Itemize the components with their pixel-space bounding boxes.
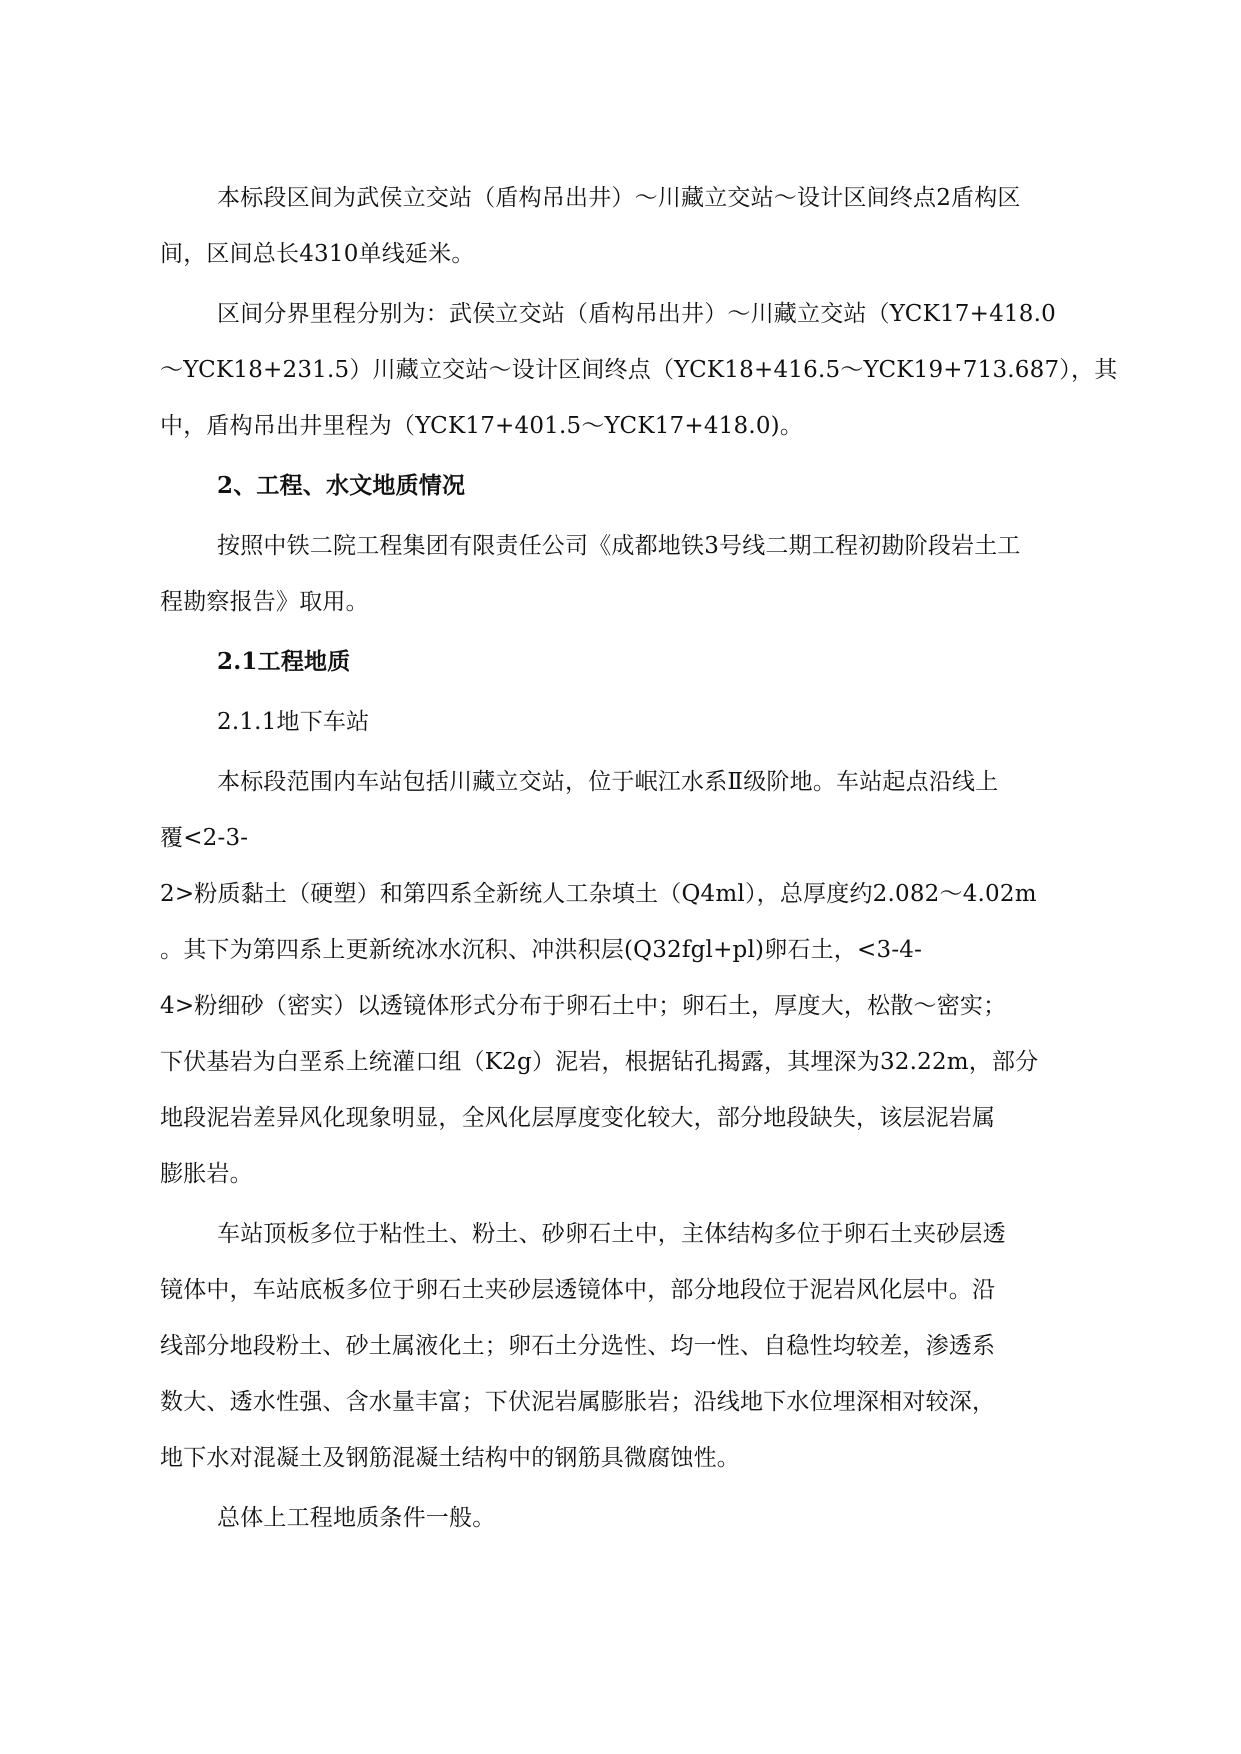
paragraph-line: 覆<2-3- (160, 825, 249, 851)
paragraph-line: 地下水对混凝土及钢筋混凝土结构中的钢筋具微腐蚀性。 (160, 1445, 740, 1471)
paragraph-source (160, 518, 1080, 630)
paragraph-section-scope (160, 170, 1080, 282)
paragraph-line: 本标段范围内车站包括川藏立交站，位于岷江水系Ⅱ级阶地。车站起点沿线上 (217, 769, 999, 795)
paragraph-structure-position (160, 1206, 1080, 1486)
paragraph-line: 数大、透水性强、含水量丰富；下伏泥岩属膨胀岩；沿线地下水位埋深相对较深， (160, 1389, 996, 1415)
paragraph-line: 程勘察报告》取用。 (160, 589, 369, 615)
paragraph-line: 下伏基岩为白垩系上统灌口组（K2g）泥岩，根据钻孔揭露，其埋深为32.22m，部分 (160, 1049, 1039, 1075)
paragraph-line: 区间分界里程分别为：武侯立交站（盾构吊出井）～川藏立交站（YCK17+418.0 (217, 301, 1056, 327)
paragraph-line: ～YCK18+231.5）川藏立交站～设计区间终点（YCK18+416.5～YCK19+713.687），其 (160, 357, 1118, 383)
paragraph-station-geology (160, 754, 1080, 1202)
paragraph-line: 本标段区间为武侯立交站（盾构吊出井）～川藏立交站～设计区间终点2盾构区 (217, 185, 1021, 211)
paragraph-chainage (160, 286, 1118, 454)
paragraph-line: 。其下为第四系上更新统冰水沉积、冲洪积层(Q32fgl+pl)卵石土，<3-4- (160, 937, 923, 963)
paragraph-line: 线部分地段粉土、砂土属液化土；卵石土分选性、均一性、自稳性均较差，渗透系 (160, 1333, 996, 1359)
subsection-heading: 2.1工程地质 (217, 648, 351, 675)
paragraph-line: 间，区间总长4310单线延米。 (160, 241, 475, 267)
document-body (160, 170, 1118, 1546)
subsubsection-heading: 2.1.1地下车站 (217, 709, 370, 735)
paragraph-line: 膨胀岩。 (160, 1161, 253, 1187)
section-heading: 2、工程、水文地质情况 (217, 472, 466, 499)
paragraph-line: 中，盾构吊出井里程为（YCK17+401.5～YCK17+418.0)。 (160, 413, 804, 439)
paragraph-line: 地段泥岩差异风化现象明显，全风化层厚度变化较大，部分地段缺失，该层泥岩属 (160, 1105, 996, 1131)
paragraph-line: 车站顶板多位于粘性土、粉土、砂卵石土中，主体结构多位于卵石土夹砂层透 (217, 1221, 1006, 1247)
paragraph-conclusion: 总体上工程地质条件一般。 (217, 1505, 496, 1531)
paragraph-line: 按照中铁二院工程集团有限责任公司《成都地铁3号线二期工程初勘阶段岩土工 (217, 533, 1021, 559)
paragraph-line: 镜体中，车站底板多位于卵石土夹砂层透镜体中，部分地段位于泥岩风化层中。沿 (160, 1277, 996, 1303)
paragraph-line: 4>粉细砂（密实）以透镜体形式分布于卵石土中；卵石土，厚度大，松散～密实； (160, 993, 1007, 1019)
paragraph-line: 2>粉质黏土（硬塑）和第四系全新统人工杂填土（Q4ml），总厚度约2.082～4.02m (160, 881, 1037, 907)
